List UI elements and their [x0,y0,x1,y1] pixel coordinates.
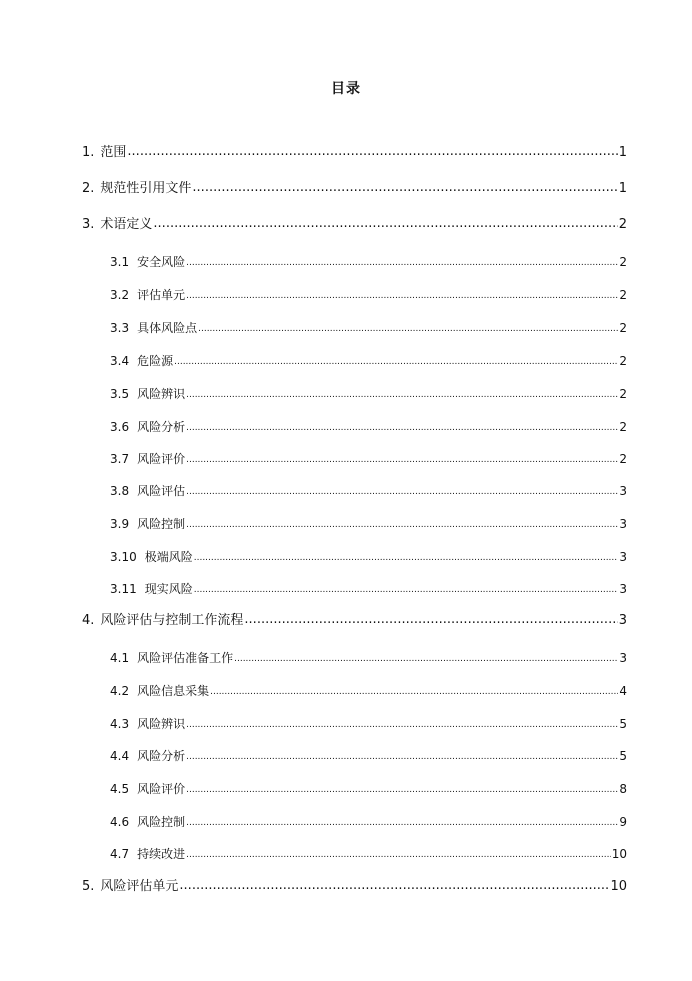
toc-entry[interactable] [110,352,627,369]
toc-entry-page-number: 3 [619,484,627,498]
toc-dot-leader [127,144,617,159]
toc-dot-leader [192,180,617,195]
toc-entry-label: 评估单元 [137,288,186,302]
toc-dot-leader [186,716,618,730]
toc-dot-leader [174,353,618,367]
toc-dot-leader [186,516,618,530]
toc-entry[interactable] [110,319,627,336]
toc-entry-page-number: 2 [619,288,627,302]
toc-entry-page-number: 10 [610,879,627,894]
toc-entry-page-number: 2 [619,354,627,368]
toc-entry-page-number: 2 [619,387,627,401]
toc-entry-page-number: 1 [618,181,627,196]
toc-entry-page-number: 2 [619,452,627,466]
toc-dot-leader [186,748,618,762]
toc-dot-leader [179,878,609,893]
toc-entry-number: 4.3 [110,717,130,731]
toc-dot-leader [186,386,618,400]
toc-entry-label: 风险评估与控制工作流程 [100,613,244,628]
toc-entry-number: 4.4 [110,749,130,763]
toc-entry-label: 风险辨识 [137,387,186,401]
toc-entry-page-number: 10 [611,847,627,861]
toc-entry-label: 危险源 [137,354,174,368]
toc-entry[interactable] [82,875,627,894]
toc-entry-label: 风险评估单元 [100,879,179,894]
toc-entry-label: 持续改进 [137,847,186,861]
toc-entry-label: 风险辨识 [137,717,186,731]
toc-dot-leader [244,612,617,627]
toc-entry[interactable] [110,548,627,565]
toc-entry-number: 3.3 [110,321,130,335]
toc-entry-label: 风险评价 [137,782,186,796]
toc-entry[interactable] [110,385,627,402]
toc-entry-number: 3. [82,217,95,232]
toc-entry-number: 3.2 [110,288,130,302]
toc-entry-label: 风险评价 [137,452,186,466]
toc-entry-number: 3.6 [110,420,130,434]
toc-entry-label: 风险分析 [137,749,186,763]
toc-entry-number: 3.8 [110,484,130,498]
toc-entry-number: 3.11 [110,582,137,596]
toc-entry-number: 1. [82,145,95,160]
toc-entry[interactable] [82,213,627,232]
toc-entry-page-number: 3 [619,651,627,665]
toc-entry-page-number: 9 [619,815,627,829]
toc-entry-label: 风险评估准备工作 [137,651,234,665]
toc-entry[interactable] [110,845,627,862]
toc-entry[interactable] [110,715,627,732]
toc-entry-label: 极端风险 [144,550,193,564]
toc-dot-leader [186,451,618,465]
toc-entry[interactable] [110,482,627,499]
toc-entry-page-number: 5 [619,717,627,731]
toc-entry-label: 具体风险点 [137,321,198,335]
toc-dot-leader [198,320,618,334]
toc-entry-page-number: 1 [618,145,627,160]
toc-entry[interactable] [110,515,627,532]
toc-entry-label: 规范性引用文件 [100,181,192,196]
toc-entry-label: 安全风险 [137,255,186,269]
toc-entry-number: 4.2 [110,684,130,698]
toc-entry-number: 3.5 [110,387,130,401]
toc-entry[interactable] [110,450,627,467]
toc-dot-leader [186,483,618,497]
toc-dot-leader [186,781,618,795]
toc-dot-leader [186,814,618,828]
toc-entry-number: 5. [82,879,95,894]
toc-dot-leader [234,650,618,664]
toc-entry[interactable] [110,813,627,830]
toc-entry-number: 4. [82,613,95,628]
toc-entry-number: 3.9 [110,517,130,531]
toc-entry-number: 3.1 [110,255,130,269]
toc-entry[interactable] [82,177,627,196]
toc-entry[interactable] [110,649,627,666]
toc-entry[interactable] [110,682,627,699]
toc-entry-page-number: 2 [618,217,627,232]
toc-entry-label: 风险控制 [137,517,186,531]
toc-dot-leader [186,254,618,268]
toc-entry-page-number: 3 [619,550,627,564]
toc-entry-label: 风险信息采集 [137,684,210,698]
toc-entry[interactable] [110,747,627,764]
toc-entry-number: 4.1 [110,651,130,665]
toc-entry[interactable] [110,418,627,435]
toc-entry[interactable] [110,286,627,303]
toc-entry[interactable] [110,580,627,597]
toc-dot-leader [186,287,618,301]
toc-entry-label: 现实风险 [144,582,193,596]
toc-entry-number: 3.7 [110,452,130,466]
toc-entry-number: 4.6 [110,815,130,829]
toc-entry-label: 风险控制 [137,815,186,829]
toc-entry-number: 4.5 [110,782,130,796]
toc-dot-leader [194,581,619,595]
toc-entry-page-number: 2 [619,321,627,335]
toc-entry-number: 2. [82,181,95,196]
toc-entry[interactable] [110,780,627,797]
toc-entry-number: 3.4 [110,354,130,368]
toc-entry[interactable] [82,609,627,628]
toc-entry-page-number: 4 [619,684,627,698]
toc-dot-leader [186,846,611,860]
toc-entry-page-number: 2 [619,420,627,434]
toc-title: 目录 [331,81,361,97]
toc-entry-page-number: 3 [619,517,627,531]
toc-dot-leader [153,216,617,231]
toc-entry-label: 风险评估 [137,484,186,498]
toc-entry-page-number: 3 [618,613,627,628]
toc-entry[interactable] [110,253,627,270]
toc-entry-page-number: 5 [619,749,627,763]
toc-entry[interactable] [82,141,627,160]
toc-entry-label: 术语定义 [100,217,153,232]
toc-dot-leader [186,419,618,433]
toc-entry-page-number: 2 [619,255,627,269]
toc-entry-number: 4.7 [110,847,130,861]
toc-dot-leader [194,549,619,563]
toc-entry-page-number: 3 [619,582,627,596]
toc-entry-label: 范围 [100,145,127,160]
toc-entry-page-number: 8 [619,782,627,796]
toc-entry-label: 风险分析 [137,420,186,434]
toc-dot-leader [210,683,618,697]
toc-entry-number: 3.10 [110,550,137,564]
